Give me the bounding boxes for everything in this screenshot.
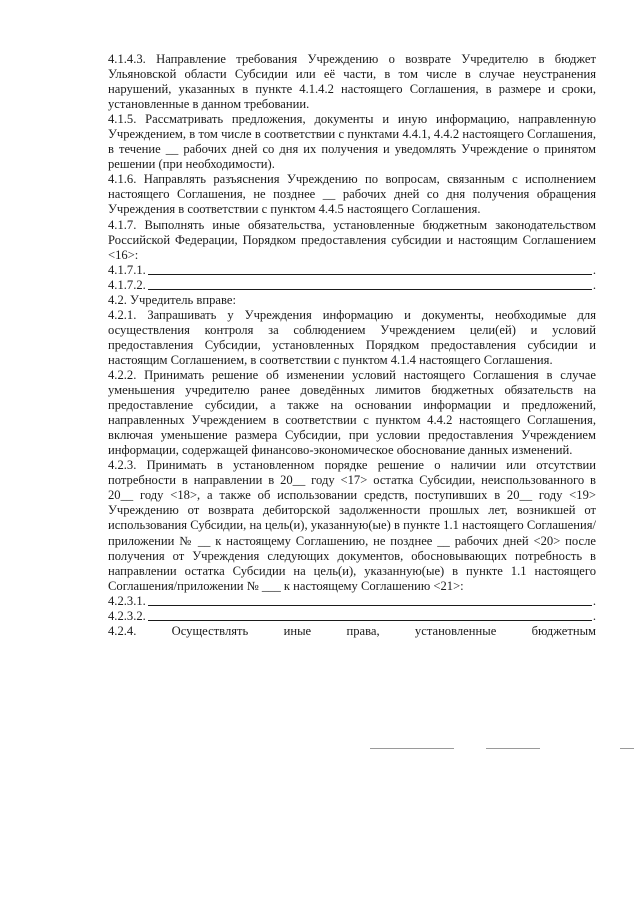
blank-4-2-3-2 xyxy=(108,609,596,624)
clause-4-1-5: 4.1.5. Рассматривать предложения, документы и иную информацию, направленную Учреждением, в том числе в соответствии с пунктами 4.4.1, 4.4.2 настоящего Соглашения, в течение __ рабочих дней со дня их получения и уведомлять Учреждение о принятом решении (при необходимости). xyxy=(108,112,596,172)
section-heading-4-2: 4.2. Учредитель вправе: xyxy=(108,292,236,307)
clause-4-1-6: 4.1.6. Направлять разъяснения Учреждению по вопросам, связанным с исполнением настоящего Соглашения, не позднее __ рабочих дней со дня получения обращения Учреждения в соответствии с пунктом 4.4.5 настоящего Соглашения. xyxy=(108,172,596,217)
clause-4-2-2: 4.2.2. Принимать решение об изменении условий настоящего Соглашения в случае уменьшения учредителю ранее доведённых лимитов бюджетных обязательств на предоставление субсидии, а также на основании информации и предложений, направленных Учреждением в соответствии с пунктом 4.4.2 настоящего Соглашения, включая уменьшение размера Субсидии, при условии предоставления Учреждением информации, содержащей финансово-экономическое обоснование данных изменений. xyxy=(108,367,596,458)
blank-number: 4.1.7.2. xyxy=(108,277,146,292)
fill-in-line xyxy=(148,274,592,275)
blank-end: . xyxy=(592,608,596,623)
document-page xyxy=(108,52,596,639)
scan-artifact-mark xyxy=(620,748,634,749)
clause-4-2-3: 4.2.3. Принимать в установленном порядке решение о наличии или отсутствии потребности в направлении в 20__ году <17> остатка Субсидии, неиспользованного в 20__ году <18>, а также об использовании средств, поступивших в 20__ году <19> Учреждению от возврата дебиторской задолженности прошлых лет, возникшей от использования Субсидии, на цель(и), указанную(ые) в пункте 1.1 настоящего Соглашения/приложении № __ к настоящему Соглашению, не позднее __ рабочих дней <20> после получения от Учреждения следующих документов, обосновывающих потребность в направлении остатка Субсидии на цель(и), указанную(ые) в пункте 1.1 настоящего Соглашения/приложении № ___ к настоящему Соглашению <21>: xyxy=(108,458,596,593)
scan-artifact-mark xyxy=(486,748,540,749)
blank-number: 4.2.3.2. xyxy=(108,608,146,623)
fill-in-line xyxy=(148,620,592,621)
blank-number: 4.1.7.1. xyxy=(108,262,146,277)
fill-in-line xyxy=(148,289,592,290)
blank-end: . xyxy=(592,593,596,608)
blank-4-2-3-1 xyxy=(108,594,596,609)
clause-4-1-7: 4.1.7. Выполнять иные обязательства, установленные бюджетным законодательством Российской Федерации, Порядком предоставления субсидии и настоящим Соглашением <16>: xyxy=(108,217,596,262)
blank-number: 4.2.3.1. xyxy=(108,593,146,608)
clause-4-2-4: 4.2.4. Осуществлять иные права, установленные бюджетным xyxy=(108,623,596,638)
blank-4-1-7-1 xyxy=(108,263,596,278)
blank-4-1-7-2 xyxy=(108,278,596,293)
fill-in-line xyxy=(148,605,592,606)
clause-4-2-1: 4.2.1. Запрашивать у Учреждения информацию и документы, необходимые для осуществления контроля за соблюдением Учреждением цели(ей) и условий предоставления Субсидии, установленных Порядком предоставления субсидии и настоящим Соглашением, в соответствии с пунктом 4.1.4 настоящего Соглашения. xyxy=(108,307,596,367)
clause-4-1-4-3: 4.1.4.3. Направление требования Учреждению о возврате Учредителю в бюджет Ульяновской области Субсидии или её части, в том числе в случае неустранения нарушений, указанных в пункте 4.1.4.2 настоящего Соглашения, в размере и сроки, установленные в данном требовании. xyxy=(108,52,596,112)
blank-end: . xyxy=(592,277,596,292)
scan-artifact-mark xyxy=(370,748,454,749)
blank-end: . xyxy=(592,262,596,277)
